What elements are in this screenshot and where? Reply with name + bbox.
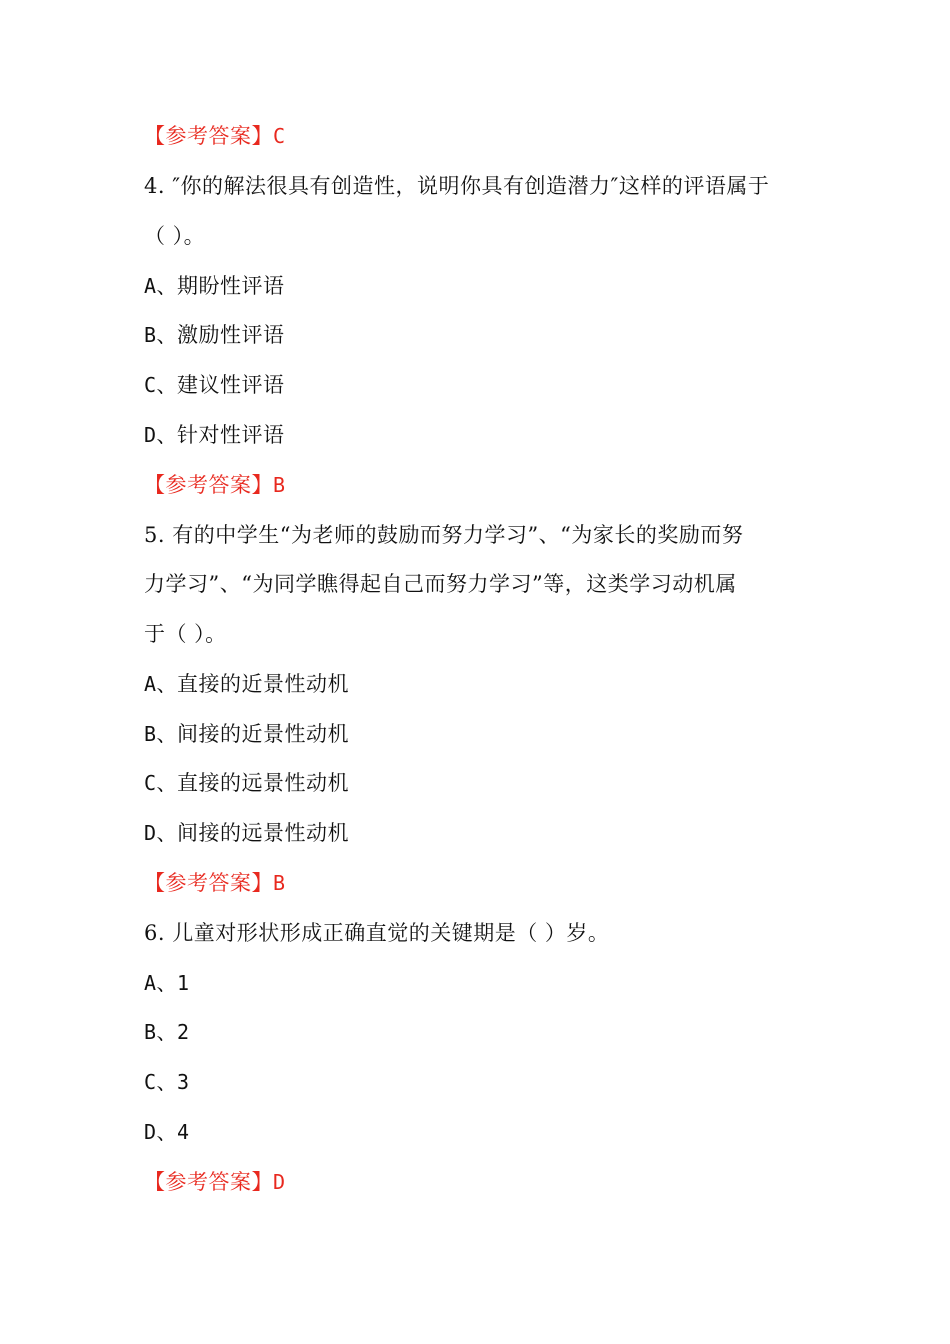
option-prefix: C、 [144,1070,178,1094]
option-text: 间接的远景性动机 [177,821,350,845]
answer-label: 【参考答案】 [144,1170,273,1194]
question-5-option-a [144,669,824,699]
question-4-option-b [144,320,824,350]
question-5-option-d [144,818,824,848]
option-text: 4 [177,1120,190,1144]
question-4-stem-line-2: （ ）。 [144,224,206,248]
question-6-option-d [144,1117,824,1147]
question-5-stem-line-2: 力学习”、“为同学瞧得起自己而努力学习”等，这类学习动机属 [144,572,737,596]
question-6-option-a [144,968,824,998]
option-text: 建议性评语 [177,373,285,397]
question-4-option-d [144,420,824,450]
answer-letter: D [273,1170,286,1194]
option-prefix: C、 [144,771,178,795]
question-5-stem-line-3: 于（ ）。 [144,622,227,646]
question-5-stem-line-1: 5. 有的中学生“为老师的鼓励而努力学习”、“为家长的奖励而努 [144,523,744,547]
answer-q5 [144,868,824,898]
option-text: 针对性评语 [177,423,285,447]
question-5-option-b [144,719,824,749]
option-prefix: A、 [144,274,178,298]
option-prefix: D、 [144,1120,178,1144]
option-text: 间接的近景性动机 [177,722,350,746]
answer-label: 【参考答案】 [144,871,273,895]
option-text: 直接的远景性动机 [177,771,350,795]
answer-letter: B [273,473,286,497]
option-prefix: B、 [144,722,178,746]
question-4-option-c [144,370,824,400]
option-prefix: D、 [144,423,178,447]
answer-q3 [144,121,824,151]
question-5-option-c [144,768,824,798]
question-4-stem-line-1: 4. ″你的解法很具有创造性，说明你具有创造潜力″这样的评语属于 [144,174,770,198]
option-prefix: D、 [144,821,178,845]
option-text: 期盼性评语 [177,274,285,298]
question-4-option-a [144,271,824,301]
answer-label: 【参考答案】 [144,124,273,148]
answer-q4 [144,470,824,500]
option-text: 2 [177,1020,190,1044]
question-6-option-c [144,1067,824,1097]
question-6-stem-line-1: 6. 儿童对形状形成正确直觉的关键期是（ ）岁。 [144,921,610,945]
answer-q6 [144,1167,824,1197]
answer-letter: B [273,871,286,895]
option-text: 激励性评语 [177,323,285,347]
option-prefix: B、 [144,323,178,347]
option-text: 1 [177,971,190,995]
option-prefix: A、 [144,672,178,696]
option-prefix: A、 [144,971,178,995]
option-text: 3 [177,1070,190,1094]
answer-letter: C [273,124,286,148]
option-text: 直接的近景性动机 [177,672,350,696]
answer-label: 【参考答案】 [144,473,273,497]
question-6-option-b [144,1017,824,1047]
option-prefix: B、 [144,1020,178,1044]
option-prefix: C、 [144,373,178,397]
